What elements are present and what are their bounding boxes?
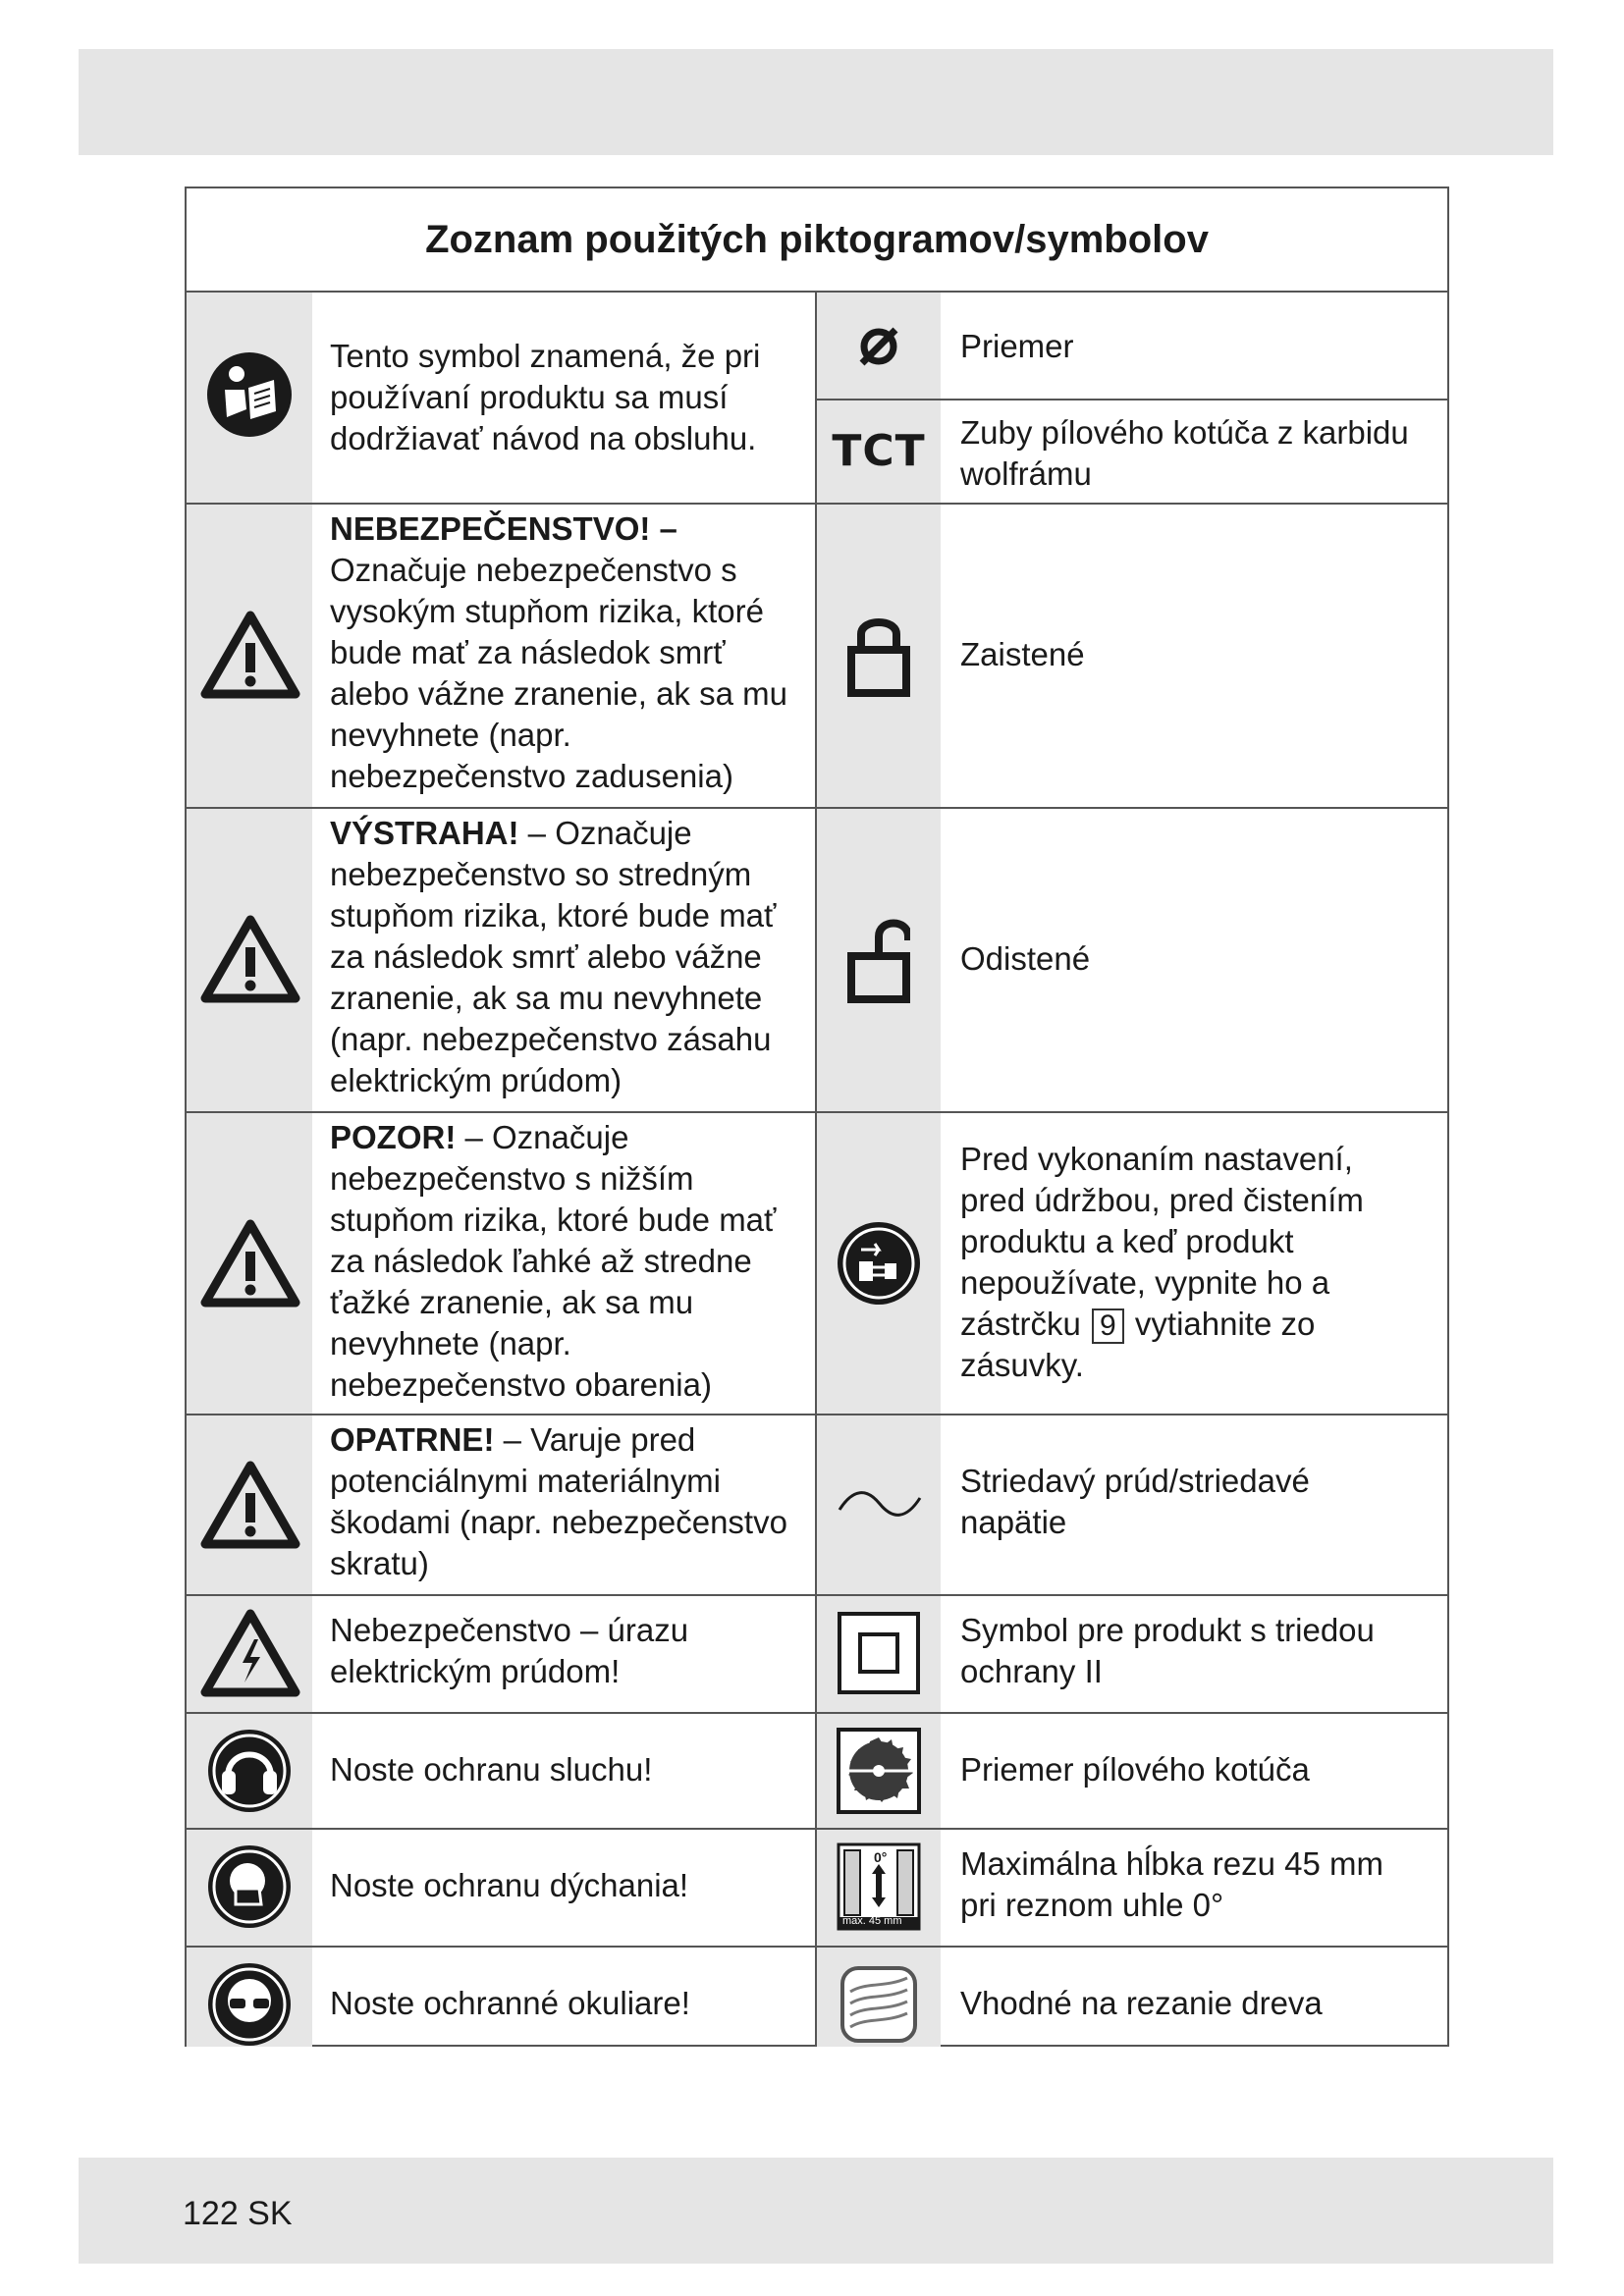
ear-protection-icon — [200, 1722, 298, 1820]
electric-shock-text: Nebezpečenstvo – úrazu elektrickým prúdom! — [330, 1612, 689, 1689]
alternating-current-icon — [831, 1465, 929, 1543]
diameter-text: Priemer — [960, 328, 1074, 364]
unplug-text — [960, 1139, 1422, 1386]
wood-cutting-text: Vhodné na rezanie dreva — [960, 1985, 1323, 2021]
warning-triangle-icon — [196, 905, 304, 1013]
respiratory-protection-icon — [200, 1838, 298, 1936]
max-cut-depth-text: Maximálna hĺbka rezu 45 mm pri reznom uhle 0° — [960, 1845, 1383, 1923]
unplug-text-before: Pred vykonaním nastavení, pred údržbou, pred čistením produktu a keď produkt nepoužívate, vypnite ho a zástrčku — [960, 1141, 1364, 1342]
unplug-icon — [835, 1219, 923, 1308]
row-divider — [187, 1828, 1447, 1830]
locked-icon — [835, 601, 923, 709]
danger-text — [330, 508, 801, 797]
danger-triangle-icon — [196, 601, 304, 709]
saw-blade-diameter-text: Priemer pílového kotúča — [960, 1751, 1310, 1788]
row-divider — [815, 399, 1447, 400]
respiratory-protection-text: Noste ochranu dýchania! — [330, 1867, 689, 1903]
protection-class-ii-icon — [835, 1608, 923, 1698]
warning-text — [330, 813, 811, 1101]
unplug-text-after: vytiahnite zo zásuvky. — [960, 1306, 1316, 1383]
footer-band — [79, 2158, 1553, 2264]
notice-label: OPATRNE! — [330, 1421, 495, 1458]
center-divider — [815, 293, 817, 2047]
notice-triangle-icon — [196, 1451, 304, 1559]
eye-protection-icon — [200, 1955, 298, 2054]
notice-description: – Varuje pred potenciálnymi materiálnymi škodami (napr. nebezpečenstvo skratu) — [330, 1421, 787, 1581]
electric-shock-icon — [196, 1602, 304, 1704]
ear-protection-text: Noste ochranu sluchu! — [330, 1751, 653, 1788]
caution-triangle-icon — [196, 1209, 304, 1317]
read-manual-icon — [200, 346, 298, 444]
eye-protection-text: Noste ochranné okuliare! — [330, 1985, 690, 2021]
max-cut-depth-icon — [835, 1838, 923, 1936]
protection-class-ii-text: Symbol pre produkt s triedou ochrany II — [960, 1612, 1375, 1689]
caution-label: POZOR! — [330, 1119, 457, 1155]
row-divider — [187, 1414, 1447, 1415]
saw-blade-diameter-icon — [835, 1722, 923, 1820]
danger-description: Označuje nebezpečenstvo s vysokým stupňom rizika, ktoré bude mať za následok smrť alebo vážne zranenie, ak sa mu nevyhnete (napr. nebezpečenstvo zadusenia) — [330, 552, 787, 794]
manual-text: Tento symbol znamená, že pri používaní produktu sa musí dodržiavať návod na obsluhu. — [330, 338, 761, 456]
notice-text — [330, 1419, 811, 1584]
warning-description: – Označuje nebezpečenstvo so stredným stupňom rizika, ktoré bude mať za následok smrť alebo vážne zranenie, ak sa mu nevyhnete (napr. nebezpečenstvo zásahu elektrickým prúdom) — [330, 815, 777, 1098]
unlocked-icon — [835, 905, 923, 1013]
caution-text — [330, 1117, 791, 1406]
plug-reference-number: 9 — [1092, 1308, 1124, 1344]
diameter-icon — [835, 304, 923, 389]
row-divider — [187, 807, 1447, 809]
wood-cutting-icon — [835, 1955, 923, 2054]
row-divider — [187, 1712, 1447, 1714]
caution-description: – Označuje nebezpečenstvo s nižším stupňom rizika, ktoré bude mať za následok ľahké až stredne ťažké zranenie, ak sa mu nevyhnete (napr. nebezpečenstvo obarenia) — [330, 1119, 777, 1403]
pictogram-table — [185, 187, 1449, 2047]
danger-label: NEBEZPEČENSTVO! – — [330, 510, 677, 547]
warning-label: VÝSTRAHA! — [330, 815, 519, 851]
row-divider — [187, 503, 1447, 505]
tct-icon — [825, 406, 933, 495]
row-divider — [187, 1594, 1447, 1596]
locked-text: Zaistené — [960, 636, 1085, 672]
cut-angle-label: 0° — [874, 1849, 888, 1865]
unlocked-text: Odistené — [960, 940, 1091, 977]
table-title: Zoznam použitých piktogramov/symbolov — [187, 188, 1447, 293]
cut-depth-label: max. 45 mm — [842, 1915, 902, 1927]
page-number: 122 SK — [183, 2195, 293, 2232]
row-divider — [187, 1946, 1447, 1948]
row-divider — [187, 1111, 1447, 1113]
header-band — [79, 49, 1553, 155]
tct-text: Zuby pílového kotúča z karbidu wolfrámu — [960, 414, 1409, 492]
alternating-current-text: Striedavý prúd/striedavé napätie — [960, 1463, 1310, 1540]
tct-label: TCT — [832, 425, 926, 476]
